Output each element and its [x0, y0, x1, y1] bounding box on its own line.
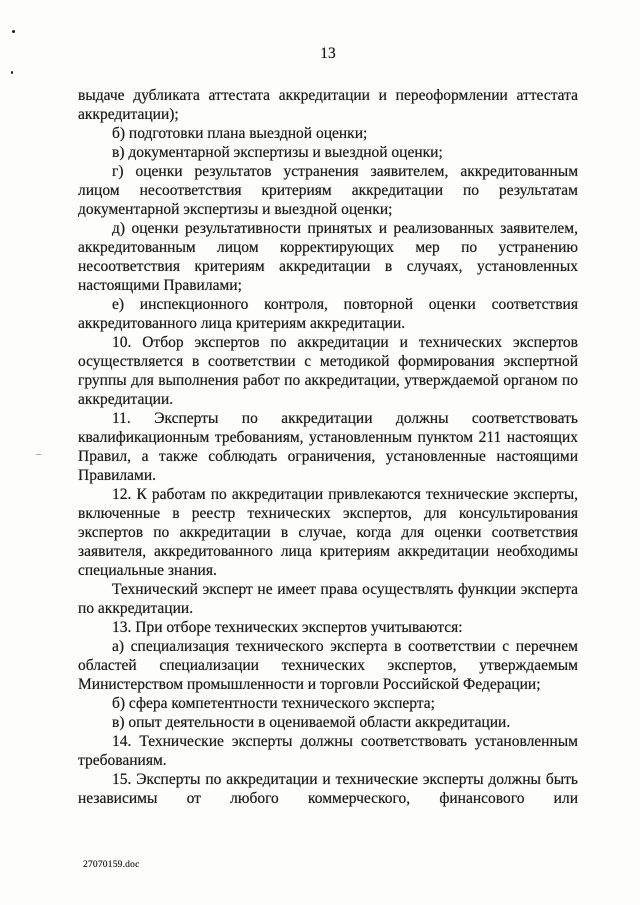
text-line: квалификационным требованиям, установленным пунктом 211 настоящих [78, 429, 578, 446]
text-line: аккредитованным лицом корректирующих мер по устранению [78, 239, 578, 256]
text-line: а) специализация технического эксперта в соответствии с перечнем [112, 638, 578, 655]
text-line: аккредитованного лица критериям аккредитации. [78, 315, 406, 332]
text-line: аккредитации); [78, 106, 179, 123]
text-line: 15. Эксперты по аккредитации и технические эксперты должны быть [112, 771, 578, 788]
text-line: г) оценки результатов устранения заявителем, аккредитованным [112, 163, 578, 180]
page-number: 13 [320, 45, 336, 62]
text-line: настоящими Правилами; [78, 277, 242, 294]
text-line: Министерством промышленности и торговли Российской Федерации; [78, 676, 541, 693]
text-line: группы для выполнения работ по аккредитации, утверждаемой органом по [78, 372, 578, 389]
text-line: Технический эксперт не имеет права осуществлять функции эксперта [112, 581, 578, 598]
scan-speck [11, 71, 13, 74]
text-line: б) подготовки плана выездной оценки; [112, 125, 368, 142]
text-line: Правилами. [78, 467, 157, 484]
text-line: 14. Технические эксперты должны соответствовать установленным [112, 733, 578, 750]
text-line: в) документарной экспертизы и выездной оценки; [112, 144, 443, 161]
scan-speck [12, 30, 15, 33]
text-line: экспертов по аккредитации в случае, когда для оценки соответствия [78, 524, 578, 541]
text-line: 11. Эксперты по аккредитации должны соответствовать [112, 410, 578, 427]
text-line: по аккредитации. [78, 600, 194, 617]
text-line: 13. При отборе технических экспертов учитываются: [112, 619, 463, 636]
text-line: областей специализации технических экспертов, утверждаемым [78, 657, 578, 674]
text-line: в) опыт деятельности в оцениваемой области аккредитации. [112, 714, 511, 731]
scan-speck [36, 454, 41, 455]
text-line: 10. Отбор экспертов по аккредитации и технических экспертов [112, 334, 578, 351]
text-line: независимы от любого коммерческого, финансового или [78, 790, 578, 807]
text-line: д) оценки результативности принятых и реализованных заявителем, [112, 220, 578, 237]
text-line: 12. К работам по аккредитации привлекаются технические эксперты, [112, 486, 578, 503]
text-line: е) инспекционного контроля, повторной оценки соответствия [112, 296, 578, 313]
footer-filename: 27070159.doc [83, 860, 140, 870]
text-line: аккредитации. [78, 391, 174, 408]
text-line: специальные знания. [78, 562, 217, 579]
text-line: заявителя, аккредитованного лица критериям аккредитации необходимы [78, 543, 578, 560]
text-line: б) сфера компетентности технического эксперта; [112, 695, 435, 712]
text-line: документарной экспертизы и выездной оценки; [78, 201, 393, 218]
document-text-block [78, 86, 578, 808]
text-line: несоответствия критериям аккредитации в случаях, установленных [78, 258, 578, 275]
text-line: Правил, а также соблюдать ограничения, установленные настоящими [78, 448, 578, 465]
text-line: выдаче дубликата аттестата аккредитации и переоформлении аттестата [78, 87, 578, 104]
text-line: осуществляется в соответствии с методикой формирования экспертной [78, 353, 578, 370]
text-line: требованиям. [78, 752, 167, 769]
text-line: включенные в реестр технических экспертов, для консультирования [78, 505, 578, 522]
text-line: лицом несоответствия критериям аккредитации по результатам [78, 182, 578, 199]
